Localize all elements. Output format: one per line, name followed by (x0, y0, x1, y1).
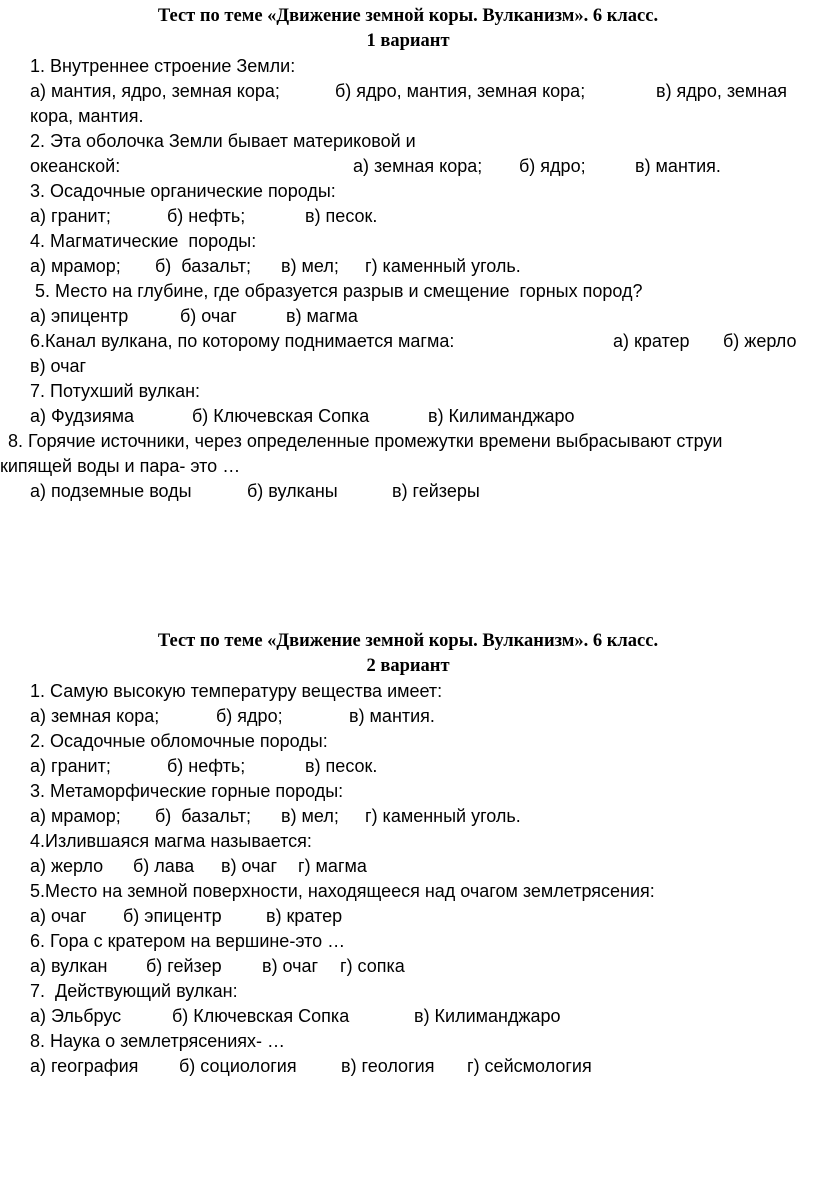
v2-q3-option-a: а) мрамор; (30, 806, 121, 826)
v1-q6-option-c: в) очаг (30, 356, 87, 376)
v2-q5-option-a: а) очаг (30, 906, 87, 926)
v2-q4-option-b: б) лава (133, 856, 195, 876)
v2-q2-option-c: в) песок. (305, 756, 378, 776)
v1-q3-option-c: в) песок. (305, 206, 378, 226)
variant-2-heading: 2 вариант (366, 656, 450, 676)
v1-question-5: 5. Место на глубине, где образуется разрыв и смещение горных пород? (35, 281, 643, 301)
v1-q7-option-b: б) Ключевская Сопка (192, 406, 370, 426)
v2-q2-option-a: а) гранит; (30, 756, 111, 776)
v1-q1-option-b: б) ядро, мантия, земная кора; (335, 81, 586, 101)
v2-question-8: 8. Наука о землетрясениях- … (30, 1031, 286, 1051)
v1-q2-option-a: а) земная кора; (353, 156, 483, 176)
v2-question-4: 4.Излившаяся магма называется: (30, 831, 312, 851)
v2-q7-option-a: а) Эльбрус (30, 1006, 122, 1026)
v2-q1-option-a: а) земная кора; (30, 706, 160, 726)
v2-question-2: 2. Осадочные обломочные породы: (30, 731, 328, 751)
v1-q7-option-a: а) Фудзияма (30, 406, 135, 426)
v2-q8-option-a: а) география (30, 1056, 139, 1076)
v2-q4-option-c: в) очаг (221, 856, 278, 876)
v2-q5-option-c: в) кратер (266, 906, 343, 926)
v1-q4-option-a: а) мрамор; (30, 256, 121, 276)
v2-q4-option-a: а) жерло (30, 856, 104, 876)
v2-q8-option-d: г) сейсмология (467, 1056, 592, 1076)
v1-q1-option-c-cont: кора, мантия. (30, 106, 144, 126)
v2-q1-option-c: в) мантия. (349, 706, 435, 726)
v1-question-3: 3. Осадочные органические породы: (30, 181, 336, 201)
v1-q8-option-b: б) вулканы (247, 481, 338, 501)
v1-q5-option-b: б) очаг (180, 306, 237, 326)
v1-question-8-options (30, 479, 480, 599)
v1-q6-text: 6.Канал вулкана, по которому поднимается магма: (30, 331, 455, 351)
v1-q2-option-b: б) ядро; (519, 156, 586, 176)
test-title-2: Тест по теме «Движение земной коры. Вулканизм». 6 класс. (157, 631, 659, 651)
v2-q6-option-c: в) очаг (262, 956, 319, 976)
v2-q3-option-d: г) каменный уголь. (365, 806, 521, 826)
v1-q3-option-a: а) гранит; (30, 206, 111, 226)
v2-question-5: 5.Место на земной поверхности, находящееся над очагом землетрясения: (30, 881, 655, 901)
v2-q1-option-b: б) ядро; (216, 706, 283, 726)
v1-question-2: 2. Эта оболочка Земли бывает материковой и (30, 131, 416, 151)
v2-question-3: 3. Метаморфические горные породы: (30, 781, 344, 801)
v2-q7-option-b: б) Ключевская Сопка (172, 1006, 350, 1026)
v2-q8-option-c: в) геология (341, 1056, 435, 1076)
v1-question-1: 1. Внутреннее строение Земли: (30, 56, 296, 76)
v1-q5-option-a: а) эпицентр (30, 306, 129, 326)
v1-question-8: 8. Горячие источники, через определенные промежутки времени выбрасывают струи (8, 431, 723, 451)
v2-q5-option-b: б) эпицентр (123, 906, 222, 926)
v1-q7-option-c: в) Килиманджаро (428, 406, 575, 426)
v2-q6-option-d: г) сопка (340, 956, 405, 976)
v1-q4-option-d: г) каменный уголь. (365, 256, 521, 276)
v1-q3-option-b: б) нефть; (167, 206, 246, 226)
v1-q6-option-a: а) кратер (613, 331, 690, 351)
v2-q6-option-a: а) вулкан (30, 956, 108, 976)
v2-q4-option-d: г) магма (298, 856, 367, 876)
v1-q6-option-b: б) жерло (723, 331, 797, 351)
v1-q1-option-a: а) мантия, ядро, земная кора; (30, 81, 280, 101)
variant-1-heading: 1 вариант (366, 31, 450, 51)
v1-q8-option-a: а) подземные воды (30, 481, 192, 501)
v2-q3-option-b: б) базальт; (155, 806, 251, 826)
v1-q4-option-b: б) базальт; (155, 256, 251, 276)
v2-q3-option-c: в) мел; (281, 806, 339, 826)
v2-q2-option-b: б) нефть; (167, 756, 246, 776)
v1-q1-option-c: в) ядро, земная (656, 81, 787, 101)
v1-q4-option-c: в) мел; (281, 256, 339, 276)
v2-question-7: 7. Действующий вулкан: (30, 981, 238, 1001)
v1-q8-continuation: кипящей воды и пара- это … (0, 456, 241, 476)
v1-question-4: 4. Магматические породы: (30, 231, 257, 251)
v2-question-8-options (30, 1054, 592, 1198)
test-title-1: Тест по теме «Движение земной коры. Вулканизм». 6 класс. (157, 6, 659, 26)
v2-q7-option-c: в) Килиманджаро (414, 1006, 561, 1026)
v2-q6-option-b: б) гейзер (146, 956, 222, 976)
v2-question-6: 6. Гора с кратером на вершине-это … (30, 931, 346, 951)
v1-question-7: 7. Потухший вулкан: (30, 381, 201, 401)
v1-q2-continuation: океанской: (30, 156, 121, 176)
v1-q8-option-c: в) гейзеры (392, 481, 480, 501)
v2-question-1: 1. Самую высокую температуру вещества имеет: (30, 681, 443, 701)
v2-q8-option-b: б) социология (179, 1056, 297, 1076)
v1-q2-option-c: в) мантия. (635, 156, 721, 176)
v1-q5-option-c: в) магма (286, 306, 358, 326)
